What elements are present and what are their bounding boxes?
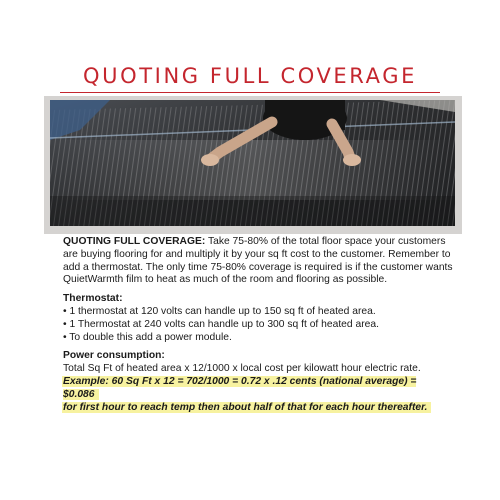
thermostat-list [63,306,453,344]
example-highlight-1: Example: 60 Sq Ft x 12 = 702/1000 = 0.72 x .12 cents (national average) = $0.086 [63,375,417,400]
content-body [63,236,453,414]
power-text: Total Sq Ft of heated area x 12/1000 x local cost per kilowatt hour electric rate. [63,363,421,375]
title-divider [60,92,440,93]
list-item: • 1 Thermostat at 240 volts can handle up to 300 sq ft of heated area. [63,319,453,332]
photo-illustration [50,100,455,226]
quoting-heading: QUOTING FULL COVERAGE: [63,236,206,247]
list-item: • To double this add a power module. [63,332,453,345]
example-line-1 [63,376,453,402]
example-highlight-2: for first hour to reach temp then about half of that for each hour thereafter. [62,402,431,413]
page-title: QUOTING FULL COVERAGE [83,64,417,88]
example-line-2 [63,402,453,415]
thermostat-heading: Thermostat: [63,293,123,305]
quoting-paragraph [63,236,453,287]
quoting-text: Take 75-80% of the total floor space your customers are buying flooring for and multiply it by your sq ft cost to the customer. Remember to add a thermostat. The only time 75-80% coverage is required is if the customer wants QuietWarmth film to heat as much of the room and flooring as possible. [63,236,453,286]
list-item: • 1 thermostat at 120 volts can handle up to 150 sq ft of heated area. [63,306,453,319]
power-heading: Power consumption: [63,350,165,362]
floor-installation-photo [50,100,455,226]
